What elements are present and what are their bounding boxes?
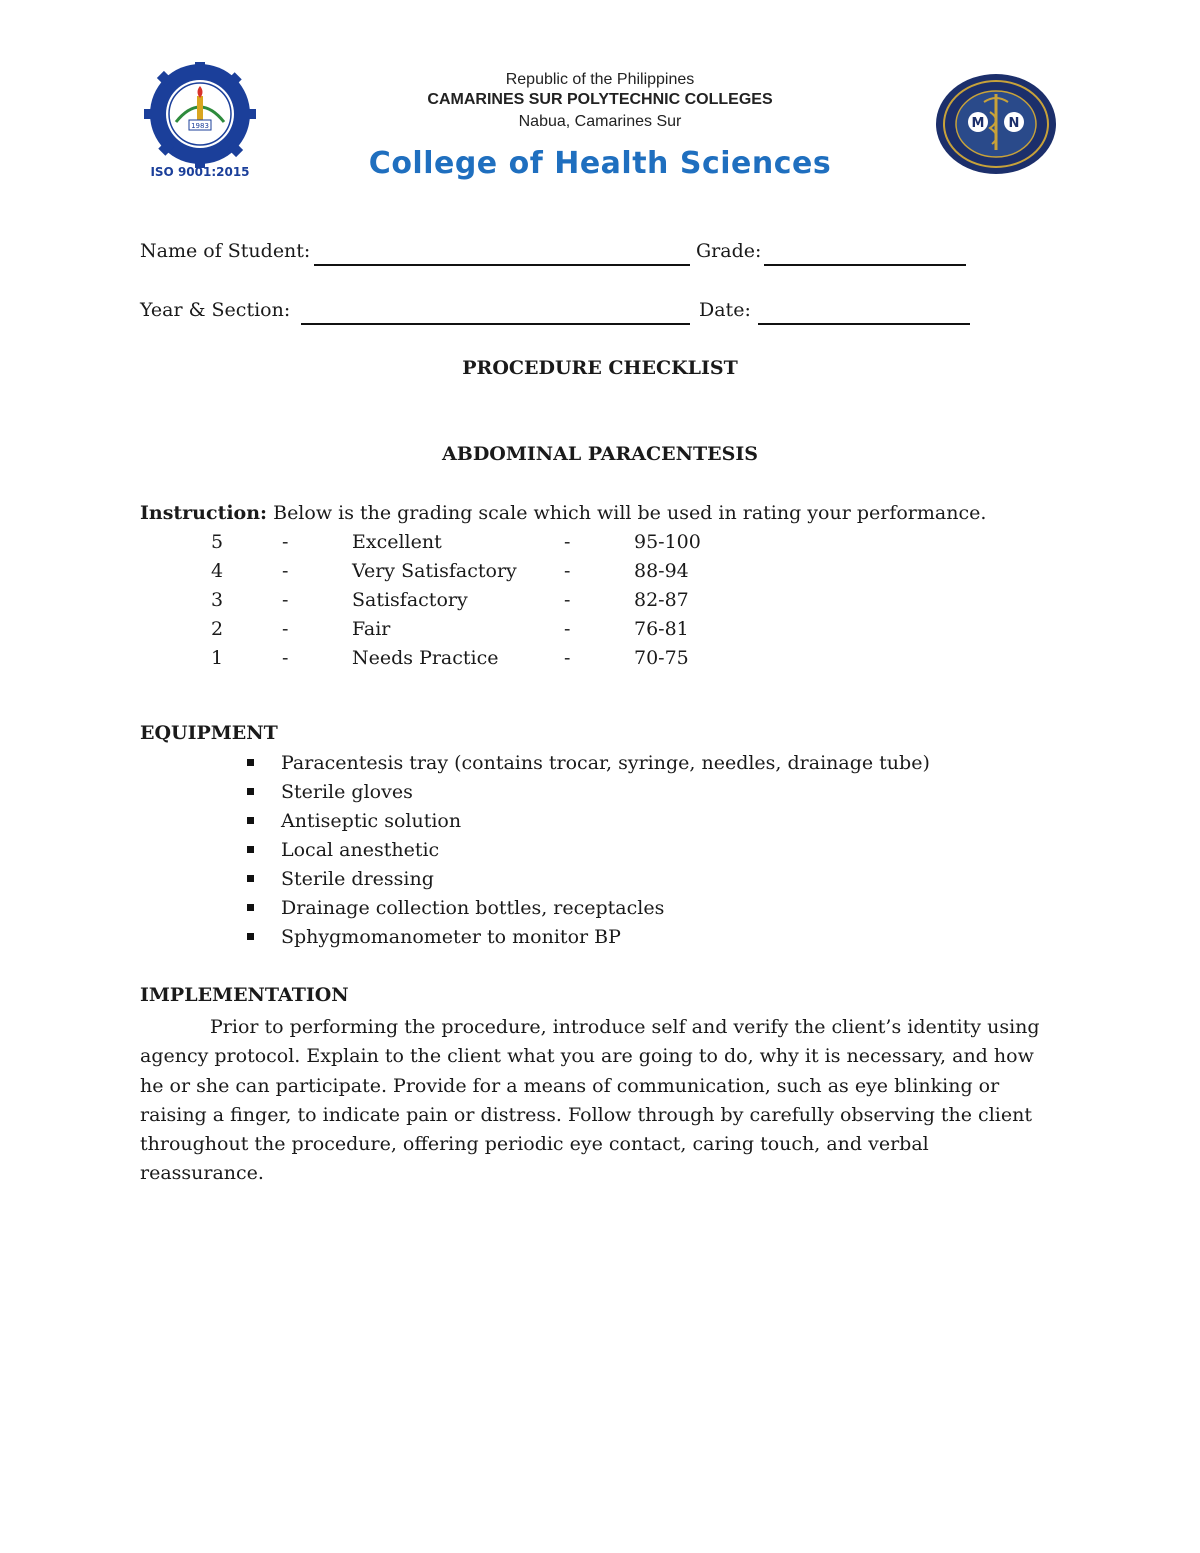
seal-letter-n: N	[1008, 116, 1020, 131]
procedure-title: ABDOMINAL PARACENTESIS	[442, 443, 758, 465]
scale-dash: -	[282, 647, 289, 669]
instruction-text: Below is the grading scale which will be used in rating your performance.	[267, 502, 987, 524]
equipment-heading: EQUIPMENT	[140, 722, 278, 744]
iso-label: ISO 9001:2015	[150, 165, 250, 179]
instruction	[140, 502, 986, 524]
grade-label: Grade:	[696, 240, 762, 262]
scale-dash: -	[564, 589, 571, 611]
scale-dash: -	[564, 560, 571, 582]
scale-desc: Very Satisfactory	[352, 560, 517, 582]
header-location: Nabua, Camarines Sur	[518, 113, 682, 130]
checklist-title: PROCEDURE CHECKLIST	[462, 357, 738, 379]
scale-dash: -	[564, 618, 571, 640]
scale-desc: Fair	[352, 618, 391, 640]
scale-dash: -	[282, 531, 289, 553]
scale-range: 82-87	[634, 589, 689, 611]
header-republic: Republic of the Philippines	[505, 71, 695, 88]
seal-letter-m: M	[971, 116, 985, 131]
scale-range: 70-75	[634, 647, 689, 669]
implementation-paragraph: Prior to performing the procedure, introduce self and verify the client’s identity using agency protocol. Explain to the client what you are going to do, why it is necessary, and how he or she can participate. Provide for a means of communication, such as eye blinking or raising a finger, to indicate pain or distress. Follow through by carefully observing the client throughout the procedure, offering periodic eye contact, caring touch, and verbal reassurance.	[140, 1016, 1040, 1185]
name-of-student-label: Name of Student:	[140, 240, 311, 262]
caduceus-seal-icon	[934, 72, 1058, 176]
square-bullet-icon	[247, 817, 254, 824]
square-bullet-icon	[247, 846, 254, 853]
scale-dash: -	[564, 647, 571, 669]
date-label: Date:	[699, 299, 751, 321]
logo-year: 1983	[191, 122, 209, 130]
grade-line[interactable]	[764, 264, 966, 266]
name-of-student-line[interactable]	[314, 264, 690, 266]
college-title: College of Health Sciences	[368, 146, 832, 181]
scale-desc: Excellent	[352, 531, 442, 553]
scale-dash: -	[282, 560, 289, 582]
scale-dash: -	[282, 618, 289, 640]
instruction-label: Instruction:	[140, 502, 268, 524]
scale-score: 3	[211, 589, 224, 611]
square-bullet-icon	[247, 759, 254, 766]
scale-range: 76-81	[634, 618, 689, 640]
scale-score: 1	[211, 647, 224, 669]
scale-dash: -	[564, 531, 571, 553]
scale-score: 2	[211, 618, 224, 640]
implementation-heading: IMPLEMENTATION	[140, 984, 349, 1006]
scale-range: 88-94	[634, 560, 689, 582]
year-section-label: Year & Section:	[140, 299, 291, 321]
year-section-line[interactable]	[301, 323, 690, 325]
scale-score: 5	[211, 531, 224, 553]
nursing-seal-logo	[934, 72, 1058, 176]
scale-range: 95-100	[634, 531, 701, 553]
header-school-name: CAMARINES SUR POLYTECHNIC COLLEGES	[427, 91, 773, 108]
square-bullet-icon	[247, 933, 254, 940]
square-bullet-icon	[247, 788, 254, 795]
scale-desc: Needs Practice	[352, 647, 499, 669]
scale-score: 4	[211, 560, 224, 582]
square-bullet-icon	[247, 875, 254, 882]
square-bullet-icon	[247, 904, 254, 911]
scale-dash: -	[282, 589, 289, 611]
date-line[interactable]	[758, 323, 970, 325]
scale-desc: Satisfactory	[352, 589, 468, 611]
